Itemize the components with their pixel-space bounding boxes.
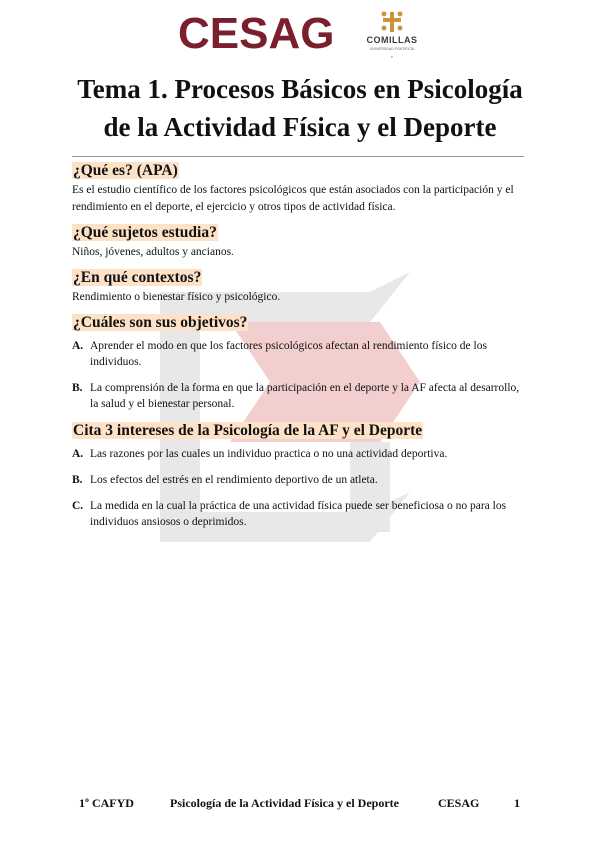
- list-item: [72, 446, 524, 462]
- list-marker: B.: [72, 474, 83, 486]
- document-body: [72, 160, 524, 540]
- footer-page-number: 1: [514, 796, 520, 810]
- list-item-text: La comprensión de la forma en que la participación en el deporte y la AF afecta al desarrollo, la salud y el bienestar personal.: [90, 382, 520, 410]
- list-item: [72, 338, 524, 370]
- footer-course: 1º CAFYD: [79, 796, 134, 810]
- section-heading: [72, 312, 524, 334]
- list-item: [72, 498, 524, 530]
- university-subtitle: UNIVERSIDAD PONTIFICIA: [369, 47, 415, 51]
- section-paragraph: Niños, jóvenes, adultos y ancianos.: [72, 246, 234, 258]
- list-marker: A.: [72, 448, 84, 460]
- heading-text: ¿Qué sujetos estudia?: [73, 224, 217, 241]
- footer-school: CESAG: [438, 796, 480, 810]
- heading-text: ¿Qué es? (APA): [73, 162, 178, 179]
- interests-list: [72, 446, 524, 530]
- list-item: [72, 472, 524, 488]
- objectives-list: [72, 338, 524, 412]
- footer-subject: Psicología de la Actividad Física y el Deporte: [170, 796, 399, 810]
- comillas-emblem-icon: [378, 10, 406, 34]
- section-what: [72, 160, 524, 216]
- list-item-text: Las razones por las cuales un individuo practica o no una actividad deportiva.: [90, 448, 448, 460]
- section-heading: [72, 267, 524, 289]
- university-mark: e: [390, 54, 394, 59]
- section-subjects: [72, 222, 524, 261]
- section-heading: [72, 160, 524, 182]
- page-title: [40, 70, 560, 146]
- list-item: [72, 380, 524, 412]
- heading-text: Cita 3 intereses de la Psicología de la AF y el Deporte: [73, 422, 423, 439]
- comillas-logo: [360, 10, 424, 62]
- page-footer: [0, 796, 600, 812]
- list-item-text: La medida en la cual la práctica de una actividad física puede ser beneficiosa o no para los individuos ansiosos o deprimidos.: [90, 500, 507, 528]
- cesag-logo: CESAG: [178, 9, 335, 58]
- section-heading: [72, 420, 524, 442]
- list-marker: C.: [72, 500, 84, 512]
- university-name: COMILLAS: [366, 35, 418, 45]
- section-paragraph: Rendimiento o bienestar físico y psicológico.: [72, 291, 281, 303]
- section-objectives: [72, 312, 524, 412]
- section-interests: [72, 420, 524, 530]
- section-heading: [72, 222, 524, 244]
- document-header: [0, 6, 600, 62]
- heading-text: ¿Cuáles son sus objetivos?: [73, 314, 248, 331]
- section-paragraph: Es el estudio científico de los factores psicológicos que están asociados con la participación y el rendimiento en el deporte, el ejercicio y otros tipos de actividad física.: [72, 184, 514, 213]
- list-marker: A.: [72, 340, 84, 352]
- list-item-text: Los efectos del estrés en el rendimiento deportivo de un atleta.: [90, 474, 378, 486]
- title-line-1: Tema 1. Procesos Básicos en Psicología: [77, 74, 523, 104]
- heading-text: ¿En qué contextos?: [73, 269, 202, 286]
- title-line-2: de la Actividad Física y el Deporte: [103, 112, 497, 142]
- list-item-text: Aprender el modo en que los factores psicológicos afectan al rendimiento físico de los individuos.: [90, 340, 487, 368]
- title-divider: [72, 156, 524, 157]
- list-marker: B.: [72, 382, 83, 394]
- section-contexts: [72, 267, 524, 306]
